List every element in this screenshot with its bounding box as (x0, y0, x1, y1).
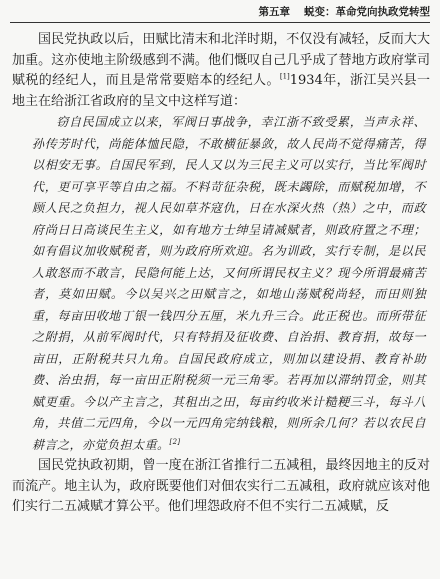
chapter-number: 第五章 (258, 5, 290, 18)
running-header (10, 0, 430, 23)
quote-paragraph (32, 112, 426, 456)
footnote-marker-1[interactable]: [1] (279, 72, 290, 81)
page-body (12, 30, 430, 518)
paragraph-2: 国民党执政初期，曾一度在浙江省推行二五减租，最终因地主的反对而流产。地主认为，政府既要他们对佃农实行二五减租，政府就应该对他们实行二五减赋才算公平。他们埋怨政府不但不实行二五减赋，反 (12, 458, 430, 514)
footnote-marker-2[interactable]: [2] (169, 437, 181, 446)
paragraph-1-text: 国民党执政以后，田赋比清末和北洋时期，不仅没有减轻，反而大大加重。这亦使地主阶级感到不满。他们慨叹自己几乎成了替地方政府掌司赋税的经纪人，而且是常常要赔本的经纪人。 (12, 32, 430, 88)
paragraph-1 (12, 30, 430, 112)
chapter-title: 蜕变：革命党向执政党转型 (304, 5, 430, 18)
paragraph-1-continuation: 1934年，浙江吴兴县一地主在给浙江省政府的呈文中这样写道： (12, 73, 430, 109)
block-quote (12, 112, 430, 456)
quote-text: 窃自民国成立以来，军阀日事战争，幸江浙不致受累，当声永祥、孙传芳时代，尚能体恤民隐，不敢横征暴敛，故人民尚不觉得痛苦，得以相安无事。自国民军到，民人又以为三民主义可以实行，当比军阀时代，更可享平等自由之福。不料苛征杂税，既未蠲除，而赋税加增，不顾人民之负担力，视人民如草芥寇仇，日在水深火热（热）之中，而政府尚日日高谈民生主义，如有地方士绅呈请减赋者，则政府置之不理；如有倡议加收赋税者，则为政府所欢迎。名为训政，实行专制，是以民人敢怒而不敢言，民隐何能上达，又何所谓民权主义？现今所谓最痛苦者，莫如田赋。今以吴兴之田赋言之，如地山荡赋税尚轻，而田则独重，每亩田收地丁银一钱四分五厘，米九升三合。此正税也。而所带征之附捐，从前军阀时代，只有特捐及征收费、自治捐、教育捐，故每一亩田，正附税共只九角。自国民政府成立，则加以建设捐、教育补助费、治虫捐，每一亩田正附税须一元三角零。若再加以滞纳罚金，则其赋更重。今以产主言之，其租出之田，每亩约收米计糙粳三斗，每斗八角，共值二元四角，今以一元四角完纳钱粮，则所余几何？若以农民自耕言之，亦觉负担太重。 (32, 115, 426, 452)
